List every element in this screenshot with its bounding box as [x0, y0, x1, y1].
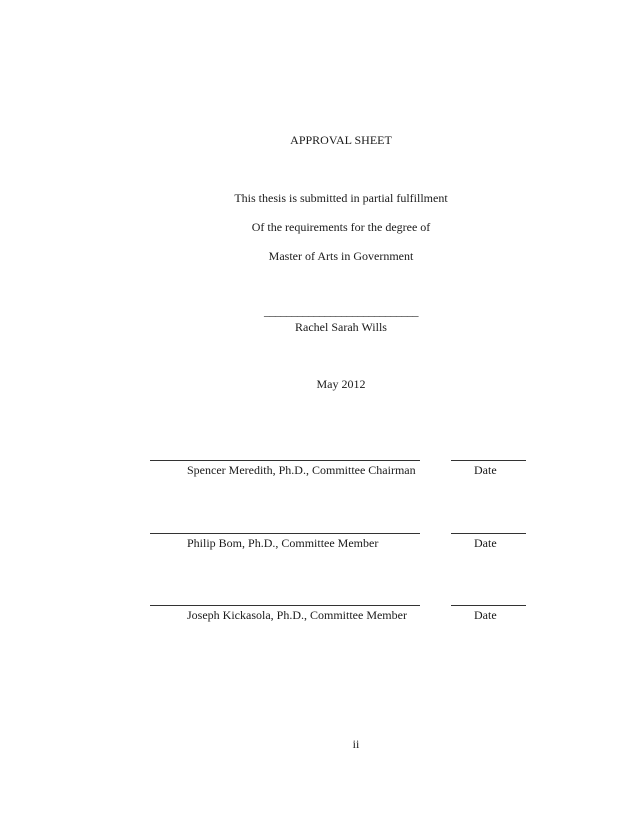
committee-member-name-1: Spencer Meredith, Ph.D., Committee Chairman — [187, 463, 416, 477]
committee-date-label-2: Date — [474, 536, 497, 550]
page-number: ii — [352, 737, 360, 751]
intro-line-3: Master of Arts in Government — [268, 249, 414, 263]
intro-line-1: This thesis is submitted in partial fulfillment — [234, 191, 448, 205]
committee-date-label-1: Date — [474, 463, 497, 477]
committee-date-label-3: Date — [474, 608, 497, 622]
committee-signature-line-2 — [150, 533, 420, 534]
intro-line-2: Of the requirements for the degree of — [251, 220, 431, 234]
committee-signature-line-1 — [150, 460, 420, 461]
author-signature-line: ____________________________ — [264, 304, 418, 318]
page-title: APPROVAL SHEET — [290, 133, 392, 147]
committee-date-line-2 — [451, 533, 526, 534]
committee-member-name-2: Philip Bom, Ph.D., Committee Member — [187, 536, 379, 550]
committee-date-line-3 — [451, 605, 526, 606]
committee-member-name-3: Joseph Kickasola, Ph.D., Committee Member — [187, 608, 407, 622]
author-name: Rachel Sarah Wills — [295, 320, 387, 334]
committee-signature-line-3 — [150, 605, 420, 606]
thesis-date: May 2012 — [316, 377, 366, 391]
committee-date-line-1 — [451, 460, 526, 461]
